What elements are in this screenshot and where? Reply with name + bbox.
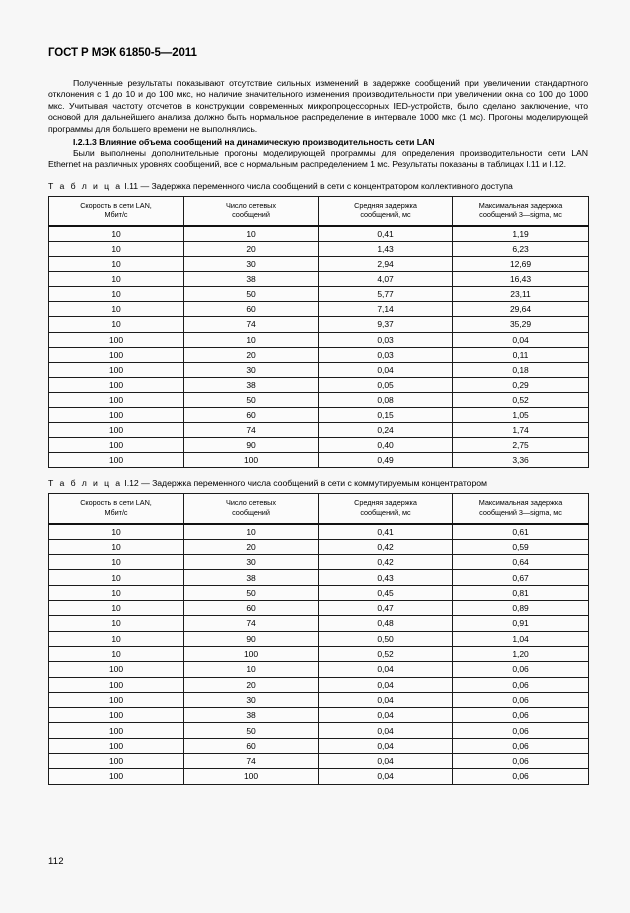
table-cell: 0,04 [319, 738, 453, 753]
table-row [49, 407, 589, 422]
table-11-caption-text: — Задержка переменного числа сообщений в сети с концентратором коллективного доступа [140, 180, 513, 191]
table-11-caption-label: Т а б л и ц а [48, 180, 123, 191]
table-cell: 0,04 [319, 677, 453, 692]
table-row [49, 646, 589, 661]
table-cell: 0,06 [453, 738, 589, 753]
table-cell: 20 [184, 677, 319, 692]
table-row [49, 453, 589, 468]
table-cell: 1,20 [453, 646, 589, 661]
table-cell: 100 [184, 453, 319, 468]
table-cell: 100 [49, 769, 184, 784]
header-line-2: сообщений 3—sigma, мс [479, 507, 562, 517]
table-cell: 0,24 [319, 423, 453, 438]
table-row [49, 708, 589, 723]
page-number: 112 [48, 856, 64, 867]
table-12-caption-number: I.12 [124, 478, 139, 489]
table-11-caption [48, 180, 588, 192]
header-line-1: Максимальная задержка [478, 498, 563, 508]
table-cell: 38 [184, 272, 319, 287]
table-cell: 12,69 [453, 257, 589, 272]
table-cell: 100 [49, 723, 184, 738]
table-cell: 0,43 [319, 570, 453, 585]
page-content [48, 46, 588, 785]
table-cell: 0,04 [319, 362, 453, 377]
table-cell: 100 [49, 692, 184, 707]
table-cell: 0,04 [319, 754, 453, 769]
table-cell: 30 [184, 362, 319, 377]
document-running-header: ГОСТ Р МЭК 61850-5—2011 [48, 47, 197, 59]
table-row [49, 692, 589, 707]
table-row [49, 377, 589, 392]
table-11-col-header-max-delay [453, 196, 589, 226]
table-cell: 100 [49, 423, 184, 438]
table-11-col-header-message-count [184, 196, 319, 226]
table-cell: 0,08 [319, 392, 453, 407]
header-line-1: Скорость в сети LAN, [80, 200, 152, 210]
table-12-header-row [49, 494, 589, 524]
table-row [49, 524, 589, 540]
table-row [49, 570, 589, 585]
table-12-caption-text: — Задержка переменного числа сообщений в сети с коммутируемым концентратором [141, 478, 487, 489]
table-cell: 10 [49, 287, 184, 302]
table-cell: 60 [184, 738, 319, 753]
table-cell: 0,41 [319, 226, 453, 242]
table-cell: 0,41 [319, 524, 453, 540]
table-cell: 10 [184, 662, 319, 677]
table-12-col-header-message-count [184, 494, 319, 524]
table-11-header-row [49, 196, 589, 226]
table-cell: 9,37 [319, 317, 453, 332]
table-row [49, 362, 589, 377]
table-cell: 10 [49, 631, 184, 646]
table-cell: 10 [49, 616, 184, 631]
table-cell: 10 [49, 601, 184, 616]
table-12-caption-label: Т а б л и ц а [48, 478, 123, 489]
table-cell: 0,59 [453, 539, 589, 554]
table-cell: 100 [49, 453, 184, 468]
table-cell: 3,36 [453, 453, 589, 468]
table-cell: 0,67 [453, 570, 589, 585]
table-cell: 1,74 [453, 423, 589, 438]
table-12 [48, 493, 589, 784]
table-cell: 90 [184, 438, 319, 453]
table-cell: 0,11 [453, 347, 589, 362]
table-cell: 0,03 [319, 347, 453, 362]
table-cell: 10 [184, 332, 319, 347]
table-row [49, 392, 589, 407]
table-cell: 0,29 [453, 377, 589, 392]
body-paragraph-1: Полученные результаты показывают отсутствие сильных изменений в задержке сообщений при увеличении стандартного отклонения с 1 до 10 и до 100 мкс, но наличие значительного изменения производительности при увеличении окна со 100 до 1000 мкс. Учитывая частоту отсчетов в конструкции современных микропроцессорных IED-устройств, было сделано заключение, что основой для дальнейшего анализа должно быть нормальное распределение в интервале 1000 мкс (1 мс). Прогоны моделирующей программы для большего времени не выполнялись. [48, 78, 588, 134]
table-cell: 0,91 [453, 616, 589, 631]
header-line-1: Число сетевых [226, 498, 276, 508]
table-cell: 5,77 [319, 287, 453, 302]
table-12-col-header-max-delay [453, 494, 589, 524]
table-cell: 90 [184, 631, 319, 646]
table-cell: 30 [184, 692, 319, 707]
table-cell: 0,04 [319, 769, 453, 784]
table-cell: 100 [49, 362, 184, 377]
table-cell: 100 [49, 332, 184, 347]
table-cell: 0,52 [319, 646, 453, 661]
table-cell: 0,04 [319, 692, 453, 707]
table-11 [48, 196, 589, 469]
table-row [49, 302, 589, 317]
table-row [49, 317, 589, 332]
table-cell: 1,04 [453, 631, 589, 646]
header-line-1: Средняя задержка [354, 498, 417, 508]
table-cell: 10 [49, 272, 184, 287]
header-line-2: сообщений, мс [360, 507, 411, 517]
table-cell: 0,03 [319, 332, 453, 347]
table-cell: 2,75 [453, 438, 589, 453]
table-cell: 30 [184, 555, 319, 570]
table-cell: 10 [49, 585, 184, 600]
table-cell: 1,05 [453, 407, 589, 422]
table-cell: 0,06 [453, 769, 589, 784]
table-row [49, 272, 589, 287]
table-cell: 0,42 [319, 555, 453, 570]
table-row [49, 287, 589, 302]
table-cell: 0,89 [453, 601, 589, 616]
header-line-1: Средняя задержка [354, 200, 417, 210]
table-cell: 6,23 [453, 241, 589, 256]
table-row [49, 631, 589, 646]
table-cell: 50 [184, 585, 319, 600]
table-row [49, 423, 589, 438]
header-line-2: сообщений [232, 210, 270, 220]
table-cell: 10 [49, 317, 184, 332]
table-cell: 38 [184, 570, 319, 585]
table-cell: 100 [184, 646, 319, 661]
table-cell: 0,18 [453, 362, 589, 377]
table-cell: 20 [184, 241, 319, 256]
table-row [49, 226, 589, 242]
table-row [49, 723, 589, 738]
table-cell: 0,06 [453, 677, 589, 692]
table-cell: 10 [49, 257, 184, 272]
header-line-2: сообщений [232, 507, 270, 517]
table-cell: 100 [49, 677, 184, 692]
section-subheading: I.2.1.3 Влияние объема сообщений на динамическую производительность сети LAN [73, 136, 435, 147]
table-cell: 10 [49, 226, 184, 242]
header-line-2: сообщений, мс [360, 210, 411, 220]
table-row [49, 754, 589, 769]
table-cell: 0,40 [319, 438, 453, 453]
table-row [49, 332, 589, 347]
table-cell: 0,49 [319, 453, 453, 468]
table-cell: 0,04 [319, 708, 453, 723]
table-cell: 0,45 [319, 585, 453, 600]
table-cell: 0,64 [453, 555, 589, 570]
table-11-body [49, 226, 589, 468]
table-cell: 100 [49, 708, 184, 723]
table-cell: 0,48 [319, 616, 453, 631]
table-row [49, 539, 589, 554]
header-line-1: Максимальная задержка [478, 200, 563, 210]
table-cell: 74 [184, 616, 319, 631]
table-cell: 60 [184, 601, 319, 616]
table-row [49, 769, 589, 784]
table-cell: 35,29 [453, 317, 589, 332]
table-cell: 10 [184, 524, 319, 540]
table-cell: 60 [184, 407, 319, 422]
table-cell: 100 [49, 392, 184, 407]
table-cell: 20 [184, 347, 319, 362]
table-cell: 16,43 [453, 272, 589, 287]
table-cell: 60 [184, 302, 319, 317]
table-cell: 74 [184, 423, 319, 438]
table-cell: 0,04 [319, 662, 453, 677]
table-row [49, 438, 589, 453]
table-cell: 10 [49, 539, 184, 554]
table-cell: 0,15 [319, 407, 453, 422]
table-cell: 100 [49, 377, 184, 392]
table-cell: 10 [49, 302, 184, 317]
table-11-col-header-average-delay [319, 196, 453, 226]
table-cell: 0,04 [319, 723, 453, 738]
header-line-1: Скорость в сети LAN, [80, 498, 152, 508]
table-row [49, 555, 589, 570]
table-row [49, 662, 589, 677]
table-cell: 10 [49, 646, 184, 661]
table-cell: 0,61 [453, 524, 589, 540]
table-cell: 0,06 [453, 754, 589, 769]
table-cell: 10 [49, 524, 184, 540]
table-cell: 100 [49, 738, 184, 753]
table-cell: 74 [184, 317, 319, 332]
table-cell: 100 [49, 438, 184, 453]
header-line-2: Мбит/с [104, 507, 128, 517]
table-cell: 30 [184, 257, 319, 272]
header-line-2: Мбит/с [104, 210, 128, 220]
table-12-col-header-speed [49, 494, 184, 524]
table-cell: 10 [49, 241, 184, 256]
table-row [49, 677, 589, 692]
table-cell: 7,14 [319, 302, 453, 317]
table-12-caption [48, 477, 588, 489]
table-row [49, 347, 589, 362]
table-cell: 38 [184, 377, 319, 392]
header-line-2: сообщений 3—sigma, мс [479, 210, 562, 220]
table-row [49, 738, 589, 753]
table-cell: 50 [184, 723, 319, 738]
table-cell: 29,64 [453, 302, 589, 317]
table-cell: 4,07 [319, 272, 453, 287]
table-cell: 74 [184, 754, 319, 769]
table-row [49, 585, 589, 600]
table-cell: 38 [184, 708, 319, 723]
table-row [49, 257, 589, 272]
table-cell: 10 [49, 555, 184, 570]
table-cell: 100 [49, 347, 184, 362]
table-cell: 50 [184, 392, 319, 407]
table-cell: 10 [184, 226, 319, 242]
table-row [49, 241, 589, 256]
table-cell: 10 [49, 570, 184, 585]
table-cell: 0,06 [453, 708, 589, 723]
table-row [49, 601, 589, 616]
table-cell: 100 [49, 407, 184, 422]
table-cell: 100 [49, 754, 184, 769]
table-cell: 0,06 [453, 692, 589, 707]
table-cell: 1,43 [319, 241, 453, 256]
table-row [49, 616, 589, 631]
table-11-caption-number: I.11 [124, 180, 139, 191]
table-cell: 23,11 [453, 287, 589, 302]
table-11-col-header-speed [49, 196, 184, 226]
table-cell: 0,42 [319, 539, 453, 554]
table-cell: 50 [184, 287, 319, 302]
table-cell: 1,19 [453, 226, 589, 242]
table-cell: 20 [184, 539, 319, 554]
table-cell: 0,05 [319, 377, 453, 392]
table-cell: 100 [49, 662, 184, 677]
table-cell: 0,47 [319, 601, 453, 616]
table-cell: 0,50 [319, 631, 453, 646]
table-cell: 0,04 [453, 332, 589, 347]
table-cell: 0,81 [453, 585, 589, 600]
body-paragraph-2: Были выполнены дополнительные прогоны моделирующей программы для определения производительности сети LAN Ethernet на различных уровнях сообщений, все с нормальным распределением 1 мс. Результаты показаны в таблицах I.11 и I.12. [48, 147, 588, 170]
table-cell: 0,06 [453, 723, 589, 738]
table-cell: 2,94 [319, 257, 453, 272]
table-cell: 0,06 [453, 662, 589, 677]
header-line-1: Число сетевых [226, 200, 276, 210]
table-12-body [49, 524, 589, 785]
table-cell: 0,52 [453, 392, 589, 407]
table-cell: 100 [184, 769, 319, 784]
table-12-col-header-average-delay [319, 494, 453, 524]
